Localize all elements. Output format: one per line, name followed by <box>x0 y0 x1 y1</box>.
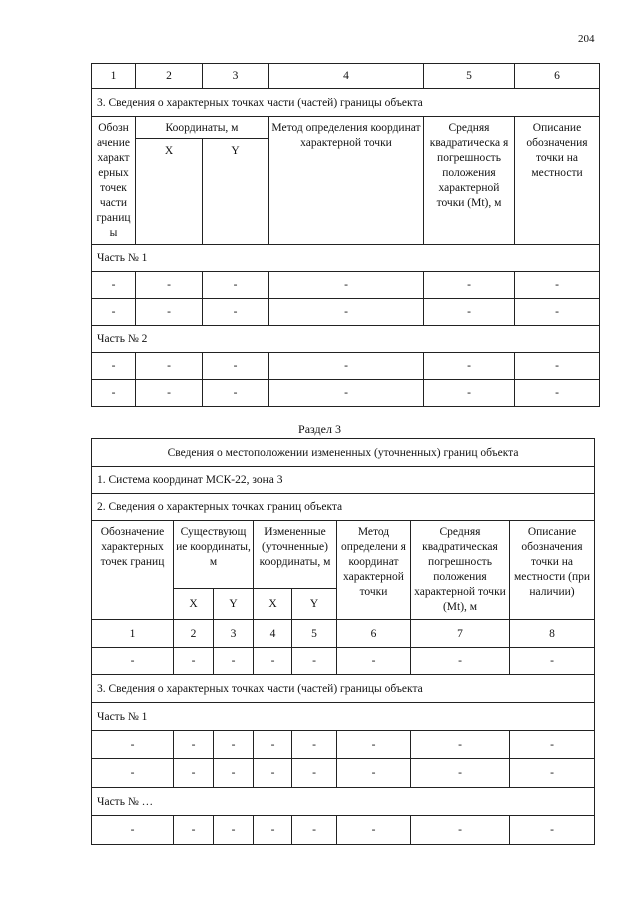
col-num-2: 2 <box>174 620 214 648</box>
cell-dash: - <box>254 731 292 759</box>
col-error-header: Средняя квадратическая погрешность положения характерной точки (Mt), м <box>411 521 510 620</box>
table-row <box>92 759 595 788</box>
col-num-5: 5 <box>292 620 337 648</box>
table-row <box>92 299 600 326</box>
page-number: 204 <box>578 33 595 45</box>
table-row <box>92 816 595 845</box>
col-num-6: 6 <box>515 64 600 89</box>
col-num-3: 3 <box>214 620 254 648</box>
cell-dash: - <box>292 731 337 759</box>
cell-dash: - <box>515 380 600 407</box>
cell-dash: - <box>424 272 515 299</box>
cell-dash: - <box>214 731 254 759</box>
col-changed-x: X <box>254 589 292 620</box>
col-num-4: 4 <box>269 64 424 89</box>
col-num-2: 2 <box>136 64 203 89</box>
cell-dash: - <box>292 816 337 845</box>
cell-dash: - <box>92 353 136 380</box>
cell-dash: - <box>510 731 595 759</box>
cell-dash: - <box>411 816 510 845</box>
cell-dash: - <box>269 299 424 326</box>
table-row <box>92 272 600 299</box>
cell-dash: - <box>203 272 269 299</box>
header-number-row <box>92 64 600 89</box>
cell-dash: - <box>174 759 214 788</box>
cell-dash: - <box>92 731 174 759</box>
col-method-header: Метод определения координат характерной точки <box>269 117 424 245</box>
cell-dash: - <box>214 759 254 788</box>
section-3-title: 3. Сведения о характерных точках части (частей) границы объекта <box>92 675 595 703</box>
col-changed-coords-header: Измененные (уточненные) координаты, м <box>254 521 337 589</box>
cell-dash: - <box>515 272 600 299</box>
section-2-title: 2. Сведения о характерных точках границ объекта <box>92 494 595 521</box>
col-num-1: 1 <box>92 620 174 648</box>
section-title: 3. Сведения о характерных точках части (частей) границы объекта <box>92 89 600 117</box>
cell-dash: - <box>136 272 203 299</box>
cell-dash: - <box>203 353 269 380</box>
cell-dash: - <box>174 731 214 759</box>
col-error-header: Средняя квадратическа я погрешность положения характерной точки (Mt), м <box>424 117 515 245</box>
col-existing-y: Y <box>214 589 254 620</box>
col-changed-y: Y <box>292 589 337 620</box>
table-row <box>92 380 600 407</box>
col-num-8: 8 <box>510 620 595 648</box>
col-num-4: 4 <box>254 620 292 648</box>
col-coords-header: Координаты, м <box>136 117 269 139</box>
part-1-label: Часть № 1 <box>92 703 595 731</box>
cell-dash: - <box>203 380 269 407</box>
table-row <box>92 353 600 380</box>
col-x-header: X <box>136 139 203 245</box>
cell-dash: - <box>292 759 337 788</box>
col-designation-header: Обозначение характерных точек границ <box>92 521 174 620</box>
cell-dash: - <box>254 648 292 675</box>
cell-dash: - <box>337 731 411 759</box>
cell-dash: - <box>510 816 595 845</box>
col-description-header: Описание обозначения точки на местности (при наличии) <box>510 521 595 620</box>
cell-dash: - <box>510 759 595 788</box>
coord-system-line: 1. Система координат МСК-22, зона 3 <box>92 467 595 494</box>
col-method-header: Метод определени я координат характерной точки <box>337 521 411 620</box>
cell-dash: - <box>92 759 174 788</box>
cell-dash: - <box>269 380 424 407</box>
cell-dash: - <box>136 380 203 407</box>
cell-dash: - <box>92 272 136 299</box>
cell-dash: - <box>254 816 292 845</box>
col-description-header: Описание обозначения точки на местности <box>515 117 600 245</box>
cell-dash: - <box>424 353 515 380</box>
cell-dash: - <box>515 299 600 326</box>
cell-dash: - <box>92 299 136 326</box>
col-num-3: 3 <box>203 64 269 89</box>
cell-dash: - <box>92 816 174 845</box>
cell-dash: - <box>337 648 411 675</box>
cell-dash: - <box>269 353 424 380</box>
table-main-title: Сведения о местоположении измененных (уточненных) границ объекта <box>92 439 595 467</box>
table-row <box>92 731 595 759</box>
cell-dash: - <box>214 648 254 675</box>
col-num-5: 5 <box>424 64 515 89</box>
part-2-label: Часть № 2 <box>92 326 600 353</box>
cell-dash: - <box>174 648 214 675</box>
part-etc-label: Часть № … <box>92 788 595 816</box>
col-designation-header: Обозн ачение характ ерных точек части границ ы <box>92 117 136 245</box>
col-num-7: 7 <box>411 620 510 648</box>
cell-dash: - <box>203 299 269 326</box>
cell-dash: - <box>337 759 411 788</box>
cell-dash: - <box>510 648 595 675</box>
col-y-header: Y <box>203 139 269 245</box>
cell-dash: - <box>411 759 510 788</box>
section-heading: Раздел 3 <box>298 422 341 436</box>
cell-dash: - <box>424 299 515 326</box>
cell-dash: - <box>515 353 600 380</box>
cell-dash: - <box>292 648 337 675</box>
col-num-1: 1 <box>92 64 136 89</box>
points-table-part-boundaries <box>91 63 600 407</box>
cell-dash: - <box>214 816 254 845</box>
number-row <box>92 620 595 648</box>
cell-dash: - <box>92 380 136 407</box>
cell-dash: - <box>92 648 174 675</box>
col-existing-coords-header: Существующ ие координаты, м <box>174 521 254 589</box>
col-existing-x: X <box>174 589 214 620</box>
cell-dash: - <box>424 380 515 407</box>
cell-dash: - <box>269 272 424 299</box>
cell-dash: - <box>136 353 203 380</box>
cell-dash: - <box>136 299 203 326</box>
table-row <box>92 648 595 675</box>
col-num-6: 6 <box>337 620 411 648</box>
cell-dash: - <box>411 731 510 759</box>
cell-dash: - <box>337 816 411 845</box>
cell-dash: - <box>174 816 214 845</box>
cell-dash: - <box>411 648 510 675</box>
cell-dash: - <box>254 759 292 788</box>
changed-boundaries-table <box>91 438 595 845</box>
part-1-label: Часть № 1 <box>92 245 600 272</box>
